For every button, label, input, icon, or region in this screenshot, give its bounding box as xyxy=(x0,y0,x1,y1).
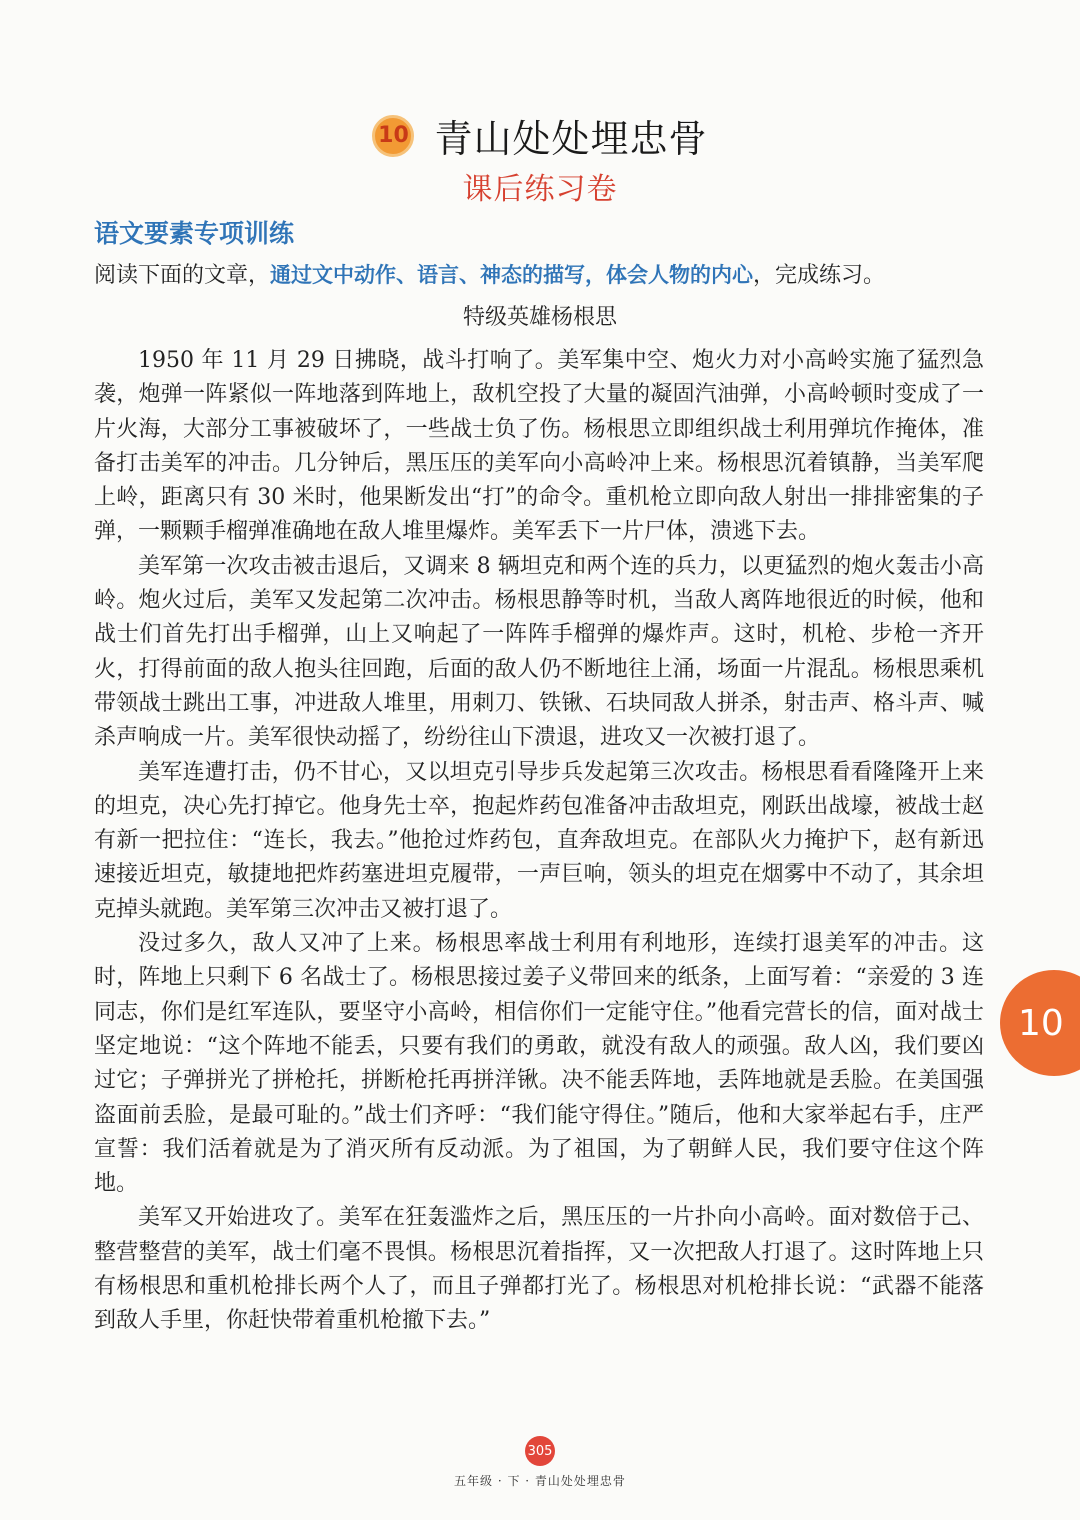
article-body xyxy=(94,344,984,1339)
article-title: 特级英雄杨根思 xyxy=(462,305,617,330)
instruction-suffix: ，完成练习。 xyxy=(753,263,886,288)
article-paragraph: 美军又开始进攻了。美军在狂轰滥炸之后，黑压压的一片扑向小高岭。面对数倍于己、整营整营的美军，战士们毫不畏惧。杨根思沉着指挥，又一次把敌人打退了。这时阵地上只有杨根思和重机枪排长两个人了，而且子弹都打光了。杨根思对机枪排长说：“武器不能落到敌人手里，你赶快带着重机枪撤下去。” xyxy=(94,1205,984,1334)
lesson-header xyxy=(0,108,1080,163)
article-paragraph: 没过多久，敌人又冲了上来。杨根思率战士利用有利地形，连续打退美军的冲击。这时，阵地上只剩下 6 名战士了。杨根思接过姜子义带回来的纸条，上面写着：“亲爱的 3 连同志，你们是红军连队，要坚守小高岭，相信你们一定能守住。”他看完营长的信，面对战士坚定地说：“这个阵地不能丢，只要有我们的勇敢，就没有敌人的顽强。敌人凶，我们要凶过它；子弹拼光了拼枪托，拼断枪托再拼洋锹。决不能丢阵地，丢阵地就是丢脸。在美国强盗面前丢脸，是最可耻的。”战士们齐呼：“我们能守得住。”随后，他和大家举起右手，庄严宣誓：我们活着就是为了消灭所有反动派。为了祖国，为了朝鲜人民，我们要守住这个阵地。 xyxy=(94,931,985,1197)
lesson-number-badge: 10 xyxy=(372,115,414,157)
article-paragraph: 1950 年 11 月 29 日拂晓，战斗打响了。美军集中空、炮火力对小高岭实施了猛烈急袭，炮弹一阵紧似一阵地落到阵地上，敌机空投了大量的凝固汽油弹，小高岭顿时变成了一片火海，大部分工事被破坏了，一些战士负了伤。杨根思立即组织战士利用弹坑作掩体，准备打击美军的冲击。几分钟后，黑压压的美军向小高岭冲上来。杨根思沉着镇静，当美军爬上岭，距离只有 30 米时，他果断发出“打”的命令。重机枪立即向敌人射出一排排密集的子弹，一颗颗手榴弹准确地在敌人堆里爆炸。美军丢下一片尸体，溃逃下去。 xyxy=(94,348,984,545)
instruction-highlight: 通过文中动作、语言、神态的描写，体会人物的内心 xyxy=(270,263,754,287)
article-paragraph: 美军连遭打击，仍不甘心，又以坦克引导步兵发起第三次攻击。杨根思看看隆隆开上来的坦克，决心先打掉它。他身先士卒，抱起炸药包准备冲击敌坦克，刚跃出战壕，被战士赵有新一把拉住：“连长，我去。”他抢过炸药包，直奔敌坦克。在部队火力掩护下，赵有新迅速接近坦克，敏捷地把炸药塞进坦克履带，一声巨响，领头的坦克在烟雾中不动了，其余坦克掉头就跑。美军第三次冲击又被打退了。 xyxy=(94,759,984,922)
article-paragraph: 美军第一次攻击被击退后，又调来 8 辆坦克和两个连的兵力，以更猛烈的炮火轰击小高岭。炮火过后，美军又发起第二次冲击。杨根思静等时机，当敌人离阵地很近的时候，他和战士们首先打出手榴弹，山上又响起了一阵阵手榴弹的爆炸声。这时，机枪、步枪一齐开火，打得前面的敌人抱头往回跑，后面的敌人仍不断地往上涌，场面一片混乱。杨根思乘机带领战士跳出工事，冲进敌人堆里，用刺刀、铁锹、石块同敌人拼杀，射击声、格斗声、喊杀声响成一片。美军很快动摇了，纷纷往山下溃退，进攻又一次被打退了。 xyxy=(94,553,984,751)
chapter-side-tab: 10 xyxy=(1000,970,1080,1076)
page-number-badge: 305 xyxy=(525,1436,555,1466)
lesson-title: 青山处处埋忠骨 xyxy=(434,117,708,161)
instruction-prefix: 阅读下面的文章， xyxy=(94,263,271,288)
page-footer-caption: 五年级 · 下 · 青山处处埋忠骨 xyxy=(454,1474,626,1488)
worksheet-subtitle: 课后练习卷 xyxy=(462,172,618,207)
instruction-line xyxy=(94,258,994,293)
section-heading: 语文要素专项训练 xyxy=(94,219,295,248)
